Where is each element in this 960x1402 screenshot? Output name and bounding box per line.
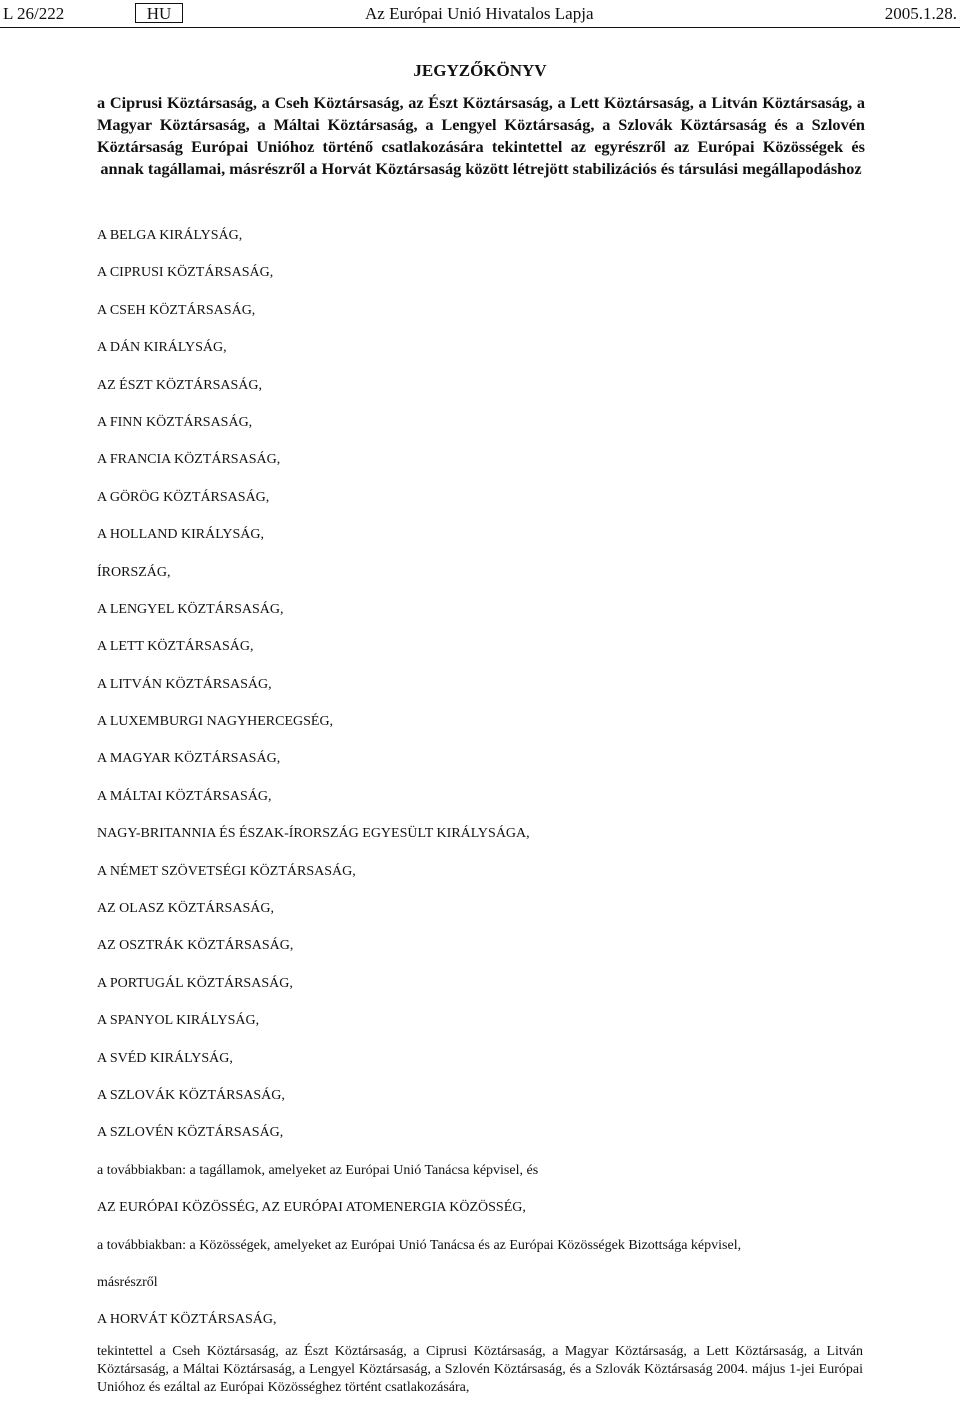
list-item: A NÉMET SZÖVETSÉGI KÖZTÁRSASÁG, [97, 863, 356, 879]
list-item: a továbbiakban: a tagállamok, amelyeket az Európai Unió Tanácsa képvisel, és [97, 1162, 539, 1178]
closing-paragraph: tekintettel a Cseh Köztársaság, az Észt Köztársaság, a Ciprusi Köztársaság, a Magyar Köztársaság, a Lett Köztársaság, a Litván Köztársaság, a Máltai Köztársaság, a Lengyel Köztársaság, a Szlovén Köztársaság, és a Szlovák Köztársaság 2004. május 1-jei Európai Unióhoz és ezáltal az Európai Közösséghez történt csatlakozására, [97, 1344, 863, 1395]
journal-title: Az Európai Unió Hivatalos Lapja [365, 4, 594, 23]
list-item: a továbbiakban: a Közösségek, amelyeket az Európai Unió Tanácsa és az Európai Közösségek Bizottsága képvisel, [97, 1237, 742, 1253]
list-item: A SZLOVÉN KÖZTÁRSASÁG, [97, 1125, 284, 1141]
page-header [3, 2, 957, 26]
list-item: A CIPRUSI KÖZTÁRSASÁG, [97, 265, 274, 281]
publication-date: 2005.1.28. [884, 4, 957, 23]
list-item: ÍRORSZÁG, [97, 564, 171, 580]
list-item: A FINN KÖZTÁRSASÁG, [97, 414, 253, 430]
list-item: AZ OSZTRÁK KÖZTÁRSASÁG, [97, 938, 294, 954]
document-subtitle: a Ciprusi Köztársaság, a Cseh Köztársaság, az Észt Köztársaság, a Lett Köztársaság, a Litván Köztársaság, a Magyar Köztársaság, a Máltai Köztársaság, a Lengyel Köztársaság, a Szlovák Köztársaság és a Szlovén Köztársaság Európai Unióhoz történő csatlakozására tekintettel az egyrészről az Európai Közösségek és annak tagállamai, másrészről a Horvát Köztársaság között létrejött stabilizációs és társulási megállapodáshoz [97, 93, 865, 178]
list-item: A HOLLAND KIRÁLYSÁG, [97, 527, 264, 543]
list-item: AZ EURÓPAI KÖZÖSSÉG, AZ EURÓPAI ATOMENERGIA KÖZÖSSÉG, [97, 1200, 526, 1216]
list-item: A GÖRÖG KÖZTÁRSASÁG, [97, 489, 270, 505]
header-divider [0, 27, 960, 28]
list-item: másrészről [97, 1274, 158, 1290]
list-item: A CSEH KÖZTÁRSASÁG, [97, 302, 256, 318]
list-item: A BELGA KIRÁLYSÁG, [97, 228, 243, 243]
list-item: A DÁN KIRÁLYSÁG, [97, 340, 227, 356]
list-item: A SVÉD KIRÁLYSÁG, [97, 1050, 233, 1066]
page-number: L 26/222 [3, 4, 65, 23]
list-item: A PORTUGÁL KÖZTÁRSASÁG, [97, 975, 293, 991]
list-item: A FRANCIA KÖZTÁRSASÁG, [97, 452, 281, 468]
list-item: A LITVÁN KÖZTÁRSASÁG, [97, 676, 272, 692]
language-badge: HU [135, 3, 183, 23]
list-item: AZ ÉSZT KÖZTÁRSASÁG, [97, 377, 263, 393]
document-title: JEGYZŐKÖNYV [413, 61, 547, 80]
list-item: A HORVÁT KÖZTÁRSASÁG, [97, 1312, 277, 1328]
list-item: A MAGYAR KÖZTÁRSASÁG, [97, 751, 281, 767]
list-item: A LENGYEL KÖZTÁRSASÁG, [97, 601, 284, 617]
list-item: A LUXEMBURGI NAGYHERCEGSÉG, [97, 714, 334, 730]
parties-list [97, 224, 877, 1346]
list-item: A MÁLTAI KÖZTÁRSASÁG, [97, 788, 272, 804]
list-item: A SPANYOL KIRÁLYSÁG, [97, 1013, 260, 1029]
list-item: AZ OLASZ KÖZTÁRSASÁG, [97, 901, 274, 917]
list-item: A LETT KÖZTÁRSASÁG, [97, 639, 254, 655]
list-item: A SZLOVÁK KÖZTÁRSASÁG, [97, 1087, 285, 1103]
list-item: NAGY-BRITANNIA ÉS ÉSZAK-ÍRORSZÁG EGYESÜLT KIRÁLYSÁGA, [97, 826, 530, 842]
